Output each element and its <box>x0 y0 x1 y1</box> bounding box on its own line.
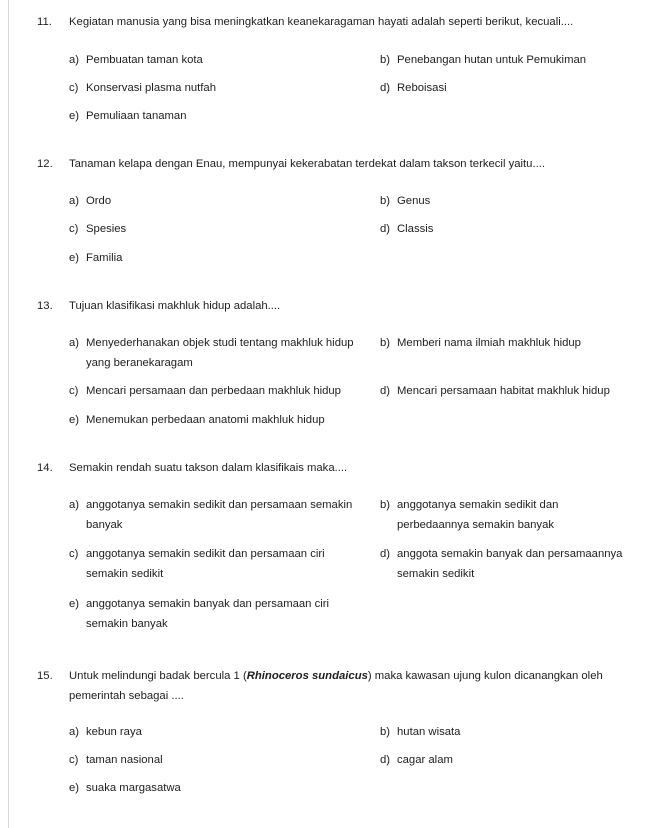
question-number: 12. <box>37 158 53 170</box>
option-text-line2: semakin sedikit <box>397 568 475 580</box>
option-text: Menyederhanakan objek studi tentang makhluk hidup <box>86 337 354 349</box>
page-margin-line <box>8 0 9 828</box>
option-text: taman nasional <box>86 754 163 766</box>
option-label: e) <box>69 110 80 122</box>
option-label: c) <box>69 754 79 766</box>
option-label: b) <box>380 54 391 66</box>
option-text: Konservasi plasma nutfah <box>86 82 216 94</box>
option-label: a) <box>69 337 80 349</box>
option-text: anggotanya semakin sedikit dan persamaan semakin <box>86 499 353 511</box>
question-text: Tanaman kelapa dengan Enau, mempunyai kekerabatan terdekat dalam takson terkecil yaitu.... <box>69 158 546 170</box>
option-text: Reboisasi <box>397 82 447 94</box>
option-label: c) <box>69 82 79 94</box>
question-text-post: ) maka kawasan ujung kulon dicanangkan oleh <box>367 670 603 682</box>
option-text: cagar alam <box>397 754 453 766</box>
option-text: Classis <box>397 223 434 235</box>
question-text: Kegiatan manusia yang bisa meningkatkan keanekaragaman hayati adalah seperti berikut, kecuali.... <box>69 16 574 28</box>
option-label: b) <box>380 195 391 207</box>
option-label: a) <box>69 54 80 66</box>
question-number: 11. <box>37 16 52 28</box>
species-name: Rhinoceros sundaicus <box>246 670 368 682</box>
option-label: a) <box>69 499 80 511</box>
option-text: Pembuatan taman kota <box>86 54 203 66</box>
option-text: suaka margasatwa <box>86 782 181 794</box>
question-number: 13. <box>37 300 53 312</box>
option-text: Spesies <box>86 223 127 235</box>
question-number: 14. <box>37 462 53 474</box>
option-label: c) <box>69 548 79 560</box>
option-label: c) <box>69 385 79 397</box>
option-text-line2: semakin sedikit <box>86 568 164 580</box>
option-label: b) <box>380 499 391 511</box>
question-text: Semakin rendah suatu takson dalam klasifikais maka.... <box>69 462 348 474</box>
question-number: 15. <box>37 670 53 682</box>
option-text: Penebangan hutan untuk Pemukiman <box>397 54 587 66</box>
option-text-line2: semakin banyak <box>86 618 168 630</box>
option-text: Pemuliaan tanaman <box>86 110 187 122</box>
question-text <box>69 666 641 686</box>
option-label: c) <box>69 223 79 235</box>
option-label: a) <box>69 195 80 207</box>
option-text: Mencari persamaan habitat makhluk hidup <box>397 385 610 397</box>
option-label: e) <box>69 782 80 794</box>
option-text-line2: perbedaannya semakin banyak <box>397 519 555 531</box>
option-text: anggotanya semakin sedikit dan persamaan ciri <box>86 548 325 560</box>
option-label: d) <box>380 223 391 235</box>
option-label: d) <box>380 754 391 766</box>
option-label: e) <box>69 252 80 264</box>
option-text: Memberi nama ilmiah makhluk hidup <box>397 337 581 349</box>
option-text: Mencari persamaan dan perbedaan makhluk hidup <box>86 385 341 397</box>
option-label: d) <box>380 82 391 94</box>
option-label: e) <box>69 414 80 426</box>
option-text: Genus <box>397 195 431 207</box>
option-label: b) <box>380 337 391 349</box>
option-text: Menemukan perbedaan anatomi makhluk hidup <box>86 414 325 426</box>
question-text: Tujuan klasifikasi makhluk hidup adalah.... <box>69 300 281 312</box>
option-label: e) <box>69 598 80 610</box>
option-label: d) <box>380 548 391 560</box>
option-label: d) <box>380 385 391 397</box>
option-text: kebun raya <box>86 726 142 738</box>
option-text-line2: yang beranekaragam <box>86 357 193 369</box>
option-text: anggota semakin banyak dan persamaannya <box>397 548 623 560</box>
option-text: anggotanya semakin sedikit dan <box>397 499 559 511</box>
option-label: a) <box>69 726 80 738</box>
option-label: b) <box>380 726 391 738</box>
option-text-line2: banyak <box>86 519 123 531</box>
option-text: anggotanya semakin banyak dan persamaan ciri <box>86 598 330 610</box>
option-text: Ordo <box>86 195 112 207</box>
option-text: hutan wisata <box>397 726 461 738</box>
question-text-pre: Untuk melindungi badak bercula 1 ( <box>69 670 247 682</box>
question-text-line2: pemerintah sebagai .... <box>69 690 184 702</box>
option-text: Familia <box>86 252 123 264</box>
